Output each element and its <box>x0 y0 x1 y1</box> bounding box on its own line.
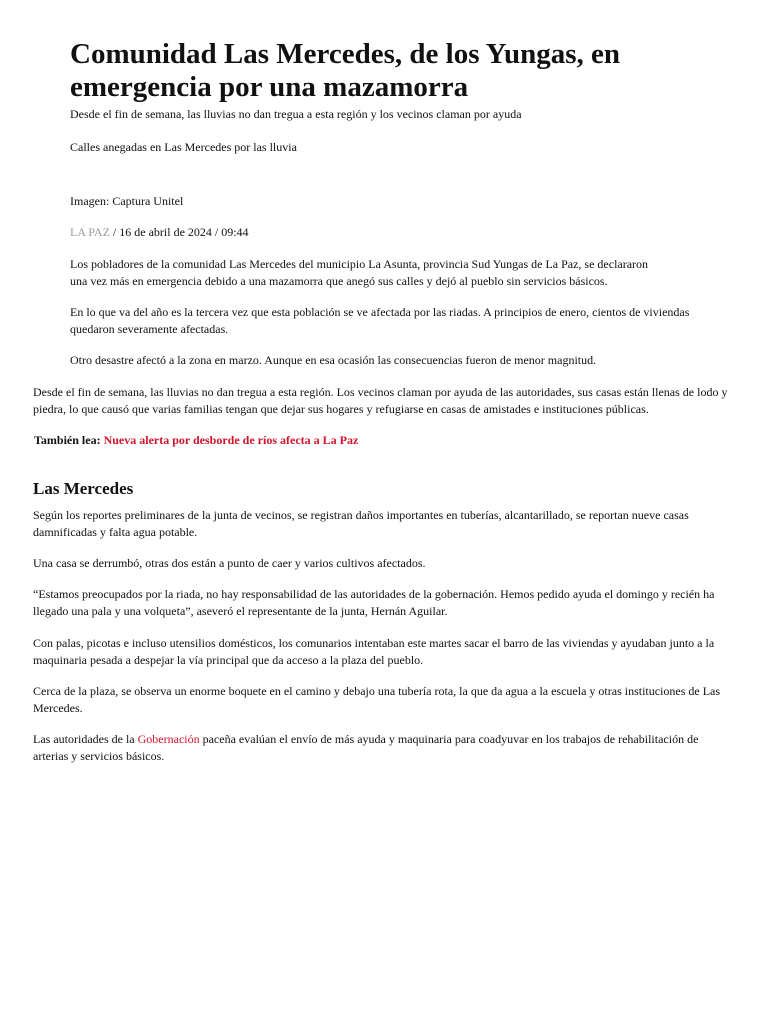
article-title: Comunidad Las Mercedes, de los Yungas, en emergencia por una mazamorra <box>70 38 621 103</box>
paragraph-1-line-2: una vez más en emergencia debido a una mazamorra que anegó sus calles y dejó al pueblo sin servicios básicos. <box>70 274 608 288</box>
paragraph-8: Con palas, picotas e incluso utensilios domésticos, los comunarios intentaban este martes sacar el barro de las viviendas y ayudaban junto a la maquinaria pesada a despejar la vía principal que da acceso a la plaza del pueblo. <box>33 636 715 667</box>
paragraph-1 <box>70 256 730 290</box>
section-heading: Las Mercedes <box>33 479 134 498</box>
paragraph-10-end: paceña evalúan el envío de más ayuda y maquinaria para coadyuvar en los trabajos de rehabilitación de arterias y servicios básicos. <box>33 732 699 763</box>
image-credit: Imagen: Captura Unitel <box>70 194 184 208</box>
paragraph-2: En lo que va del año es la tercera vez que esta población se ve afectada por las riadas. A principios de enero, cientos de viviendas quedaron severamente afectadas. <box>70 305 690 336</box>
paragraph-10 <box>33 731 733 765</box>
paragraph-10-start: Las autoridades de la <box>33 732 138 746</box>
image-caption: Calles anegadas en Las Mercedes por las lluvia <box>70 140 297 154</box>
gobernacion-link[interactable]: Gobernación <box>137 732 200 746</box>
paragraph-6: Una casa se derrumbó, otras dos están a punto de caer y varios cultivos afectados. <box>33 556 426 570</box>
article-subtitle: Desde el fin de semana, las lluvias no dan tregua a esta región y los vecinos claman por ayuda <box>70 107 522 121</box>
location-link[interactable]: LA PAZ <box>70 225 110 239</box>
paragraph-4: Desde el fin de semana, las lluvias no dan tregua a esta región. Los vecinos claman por ayuda de las autoridades, sus casas están llenas de lodo y piedra, lo que causó que varias familias tengan que dejar sus hogares y refugiarse en casas de amistades e instituciones públicas. <box>33 385 728 416</box>
also-read-label: También lea: <box>34 433 101 447</box>
publish-date: 16 de abril de 2024 / 09:44 <box>119 225 249 239</box>
also-read <box>34 432 734 449</box>
paragraph-1-line-1: Los pobladores de la comunidad Las Mercedes del municipio La Asunta, provincia Sud Yungas de La Paz, se declararon <box>70 257 649 271</box>
dateline <box>70 224 730 241</box>
paragraph-3: Otro desastre afectó a la zona en marzo. Aunque en esa ocasión las consecuencias fueron de menor magnitud. <box>70 353 597 367</box>
dateline-separator: / <box>109 225 120 239</box>
paragraph-9: Cerca de la plaza, se observa un enorme boquete en el camino y debajo una tubería rota, la que da agua a la escuela y otras instituciones de Las Mercedes. <box>33 684 721 715</box>
also-read-link[interactable]: Nueva alerta por desborde de ríos afecta a La Paz <box>103 433 359 447</box>
paragraph-7: “Estamos preocupados por la riada, no hay responsabilidad de las autoridades de la gobernación. Hemos pedido ayuda el domingo y recién ha llegado una pala y una volqueta”, aseveró el representante de la junta, Hernán Aguilar. <box>33 587 715 618</box>
paragraph-5: Según los reportes preliminares de la junta de vecinos, se registran daños importantes en tuberías, alcantarillado, se reportan nueve casas damnificadas y falta agua potable. <box>33 508 689 539</box>
